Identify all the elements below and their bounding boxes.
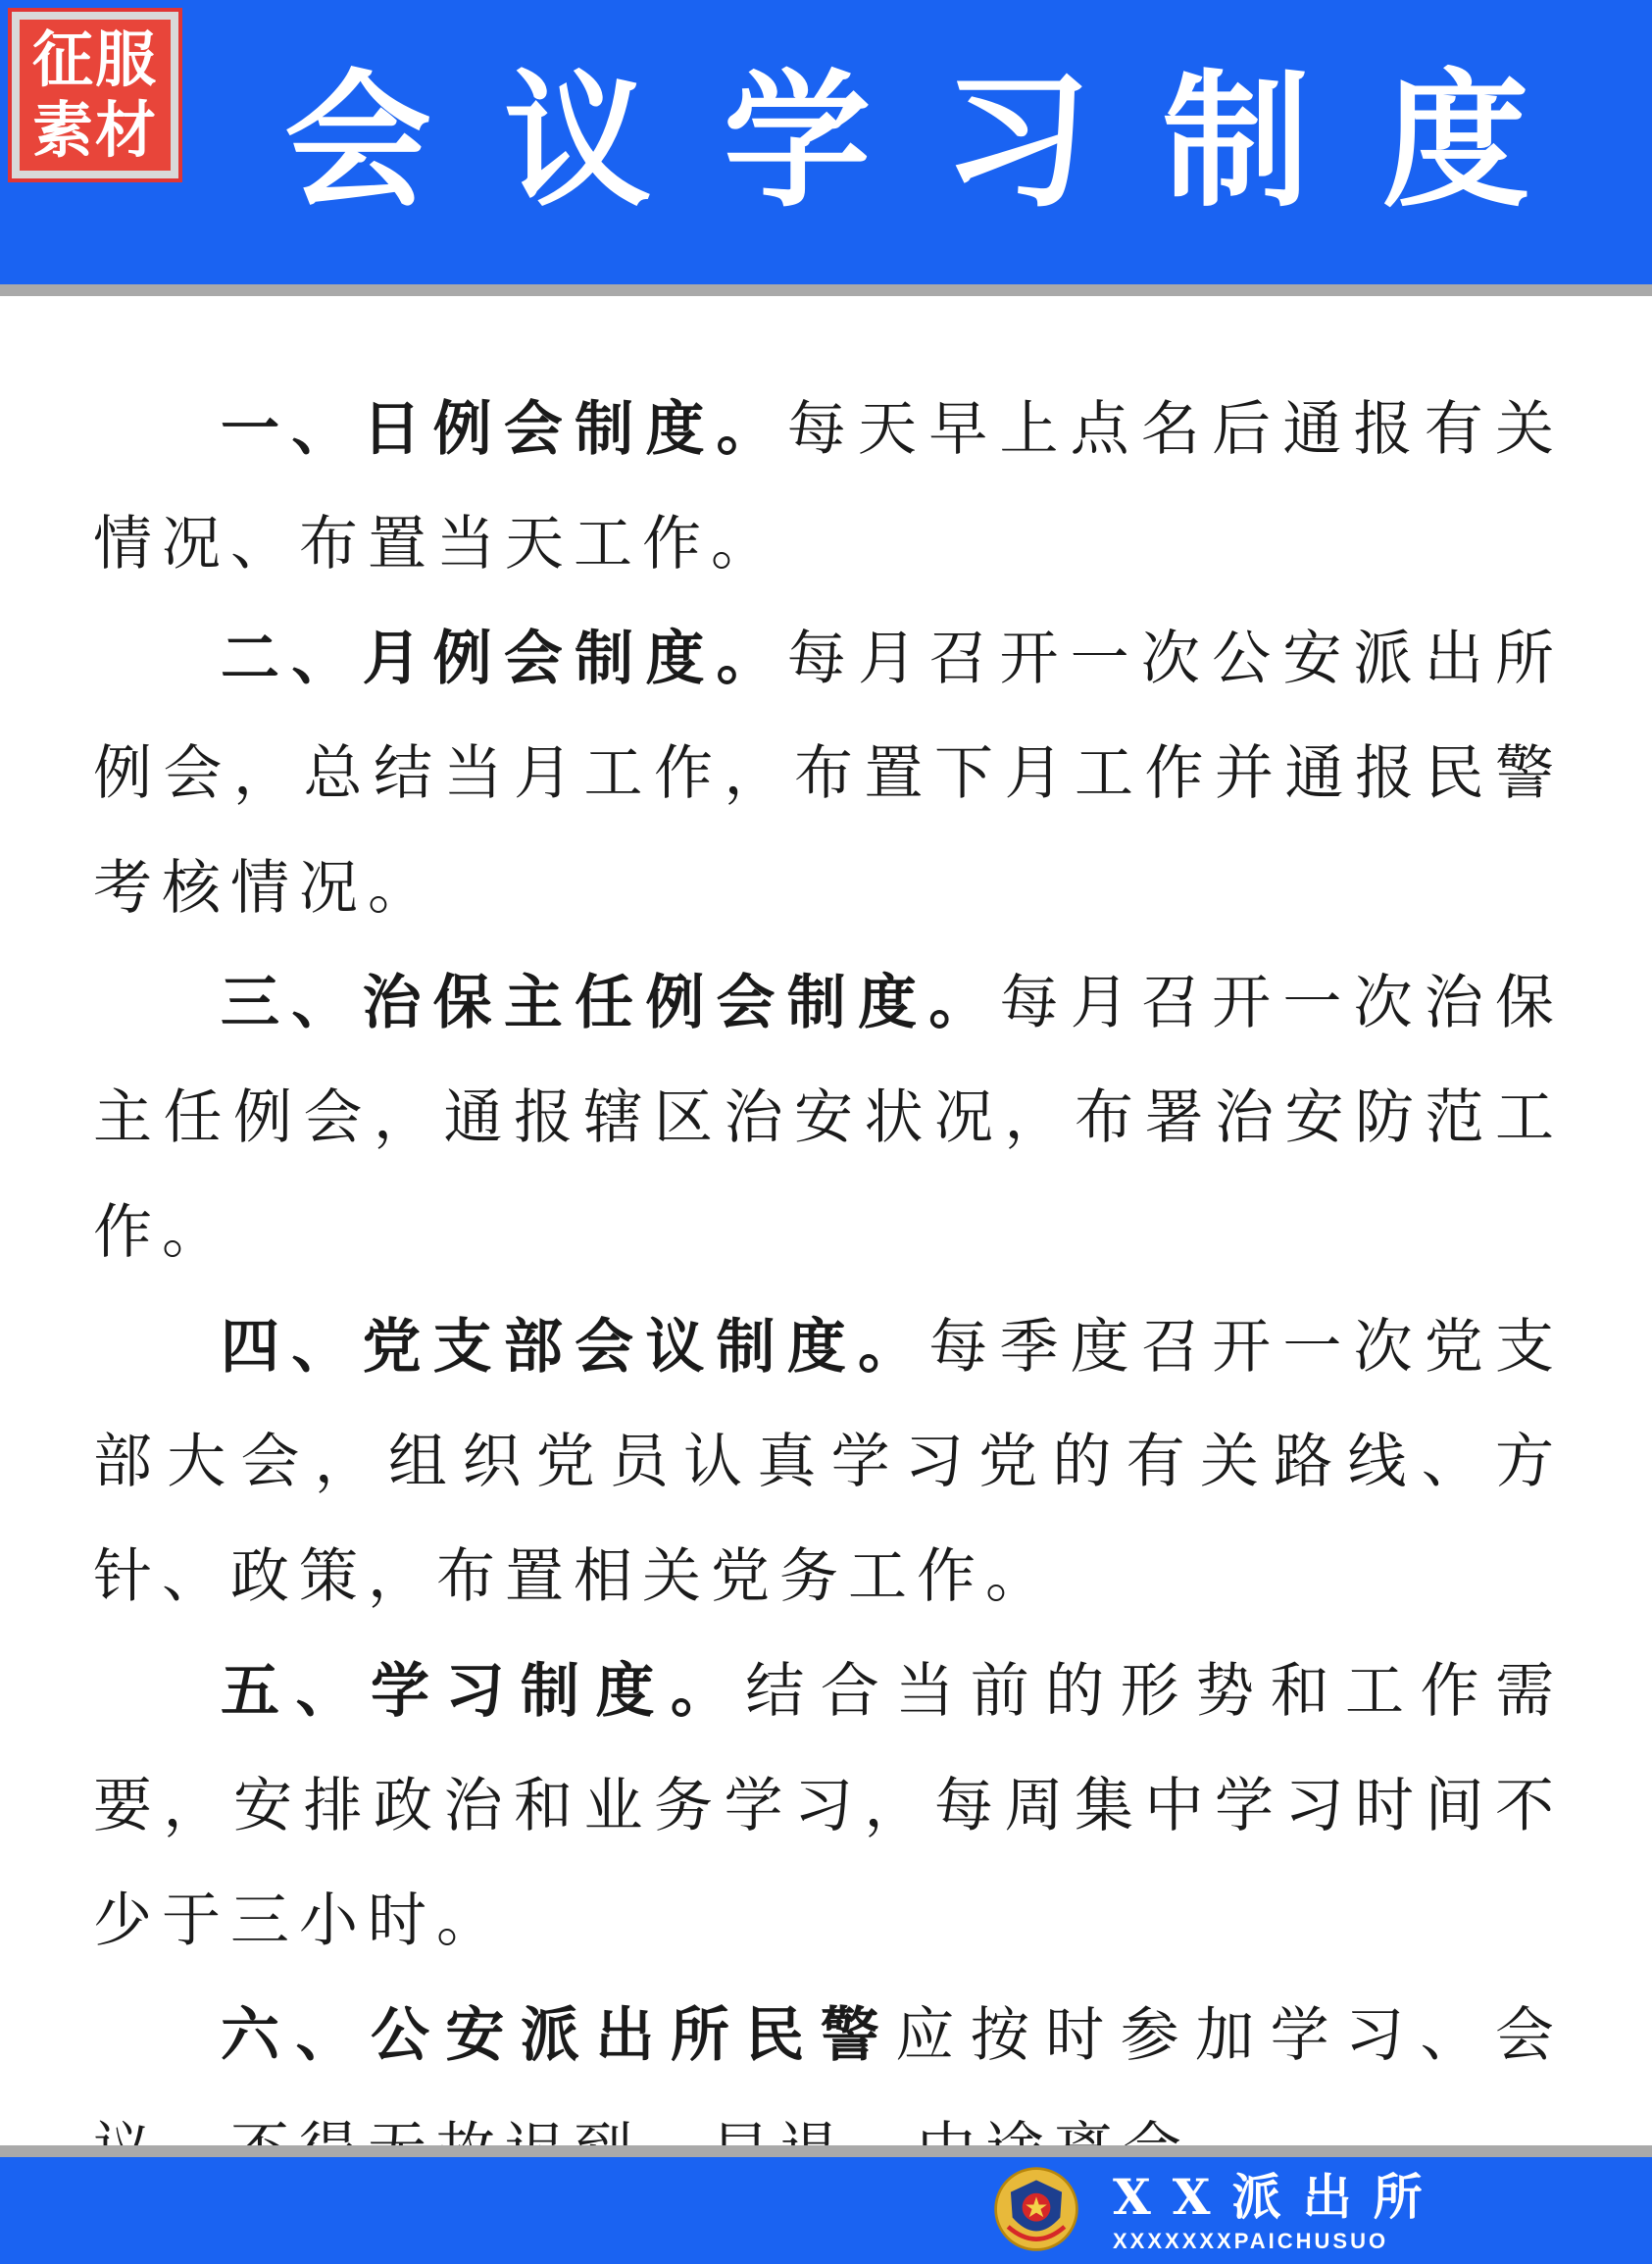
section-5	[93, 1635, 1564, 1979]
section-1-lead: 一、日例会制度。	[221, 395, 787, 464]
section-1	[93, 373, 1564, 602]
section-5-lead: 五、学习制度。	[221, 1657, 746, 1726]
section-2-lead: 二、月例会制度。	[221, 625, 787, 693]
header-divider	[0, 284, 1652, 296]
footer-divider	[0, 2145, 1652, 2157]
section-2	[93, 602, 1564, 946]
page-title: 会议学习制度	[284, 57, 1603, 227]
section-6-text: 应按时参加学习、会	[895, 2001, 1565, 2070]
section-4-lead: 四、党支部会议制度。	[221, 1313, 929, 1382]
section-5-text: 结合当前的形势和工作需要，安排政治和业务学习，每周集中学习时间不少于三小时。	[93, 1657, 1565, 1955]
section-3-lead: 三、治保主任例会制度。	[221, 969, 1000, 1037]
station-pinyin: XXXXXXXPAICHUSUO	[1113, 2229, 1389, 2253]
section-3-text: 每月召开一次治保主任例会，通报辖区治安状况，布署治安防范工作。	[93, 969, 1565, 1267]
section-4-text: 每季度召开一次党支部大会，组织党员认真学习党的有关路线、方针、政策，布置相关党务工作。	[93, 1313, 1565, 1611]
station-name: XX派出所	[1113, 2168, 1444, 2226]
police-emblem-icon	[992, 2165, 1080, 2253]
section-1-text: 每天早上点名后通报有关情况、布置当天工作。	[93, 395, 1565, 579]
section-4	[93, 1290, 1564, 1635]
logo-line-1: 征服	[31, 24, 158, 95]
section-3	[93, 946, 1564, 1290]
section-6-lead: 六、公安派出所民警	[221, 2001, 896, 2070]
section-2-text: 每月召开一次公安派出所例会，总结当月工作，布置下月工作并通报民警考核情况。	[93, 625, 1565, 923]
regulations-body	[93, 373, 1564, 2208]
logo-inner	[20, 20, 171, 171]
logo-line-2: 素材	[31, 94, 158, 166]
logo	[8, 8, 182, 182]
